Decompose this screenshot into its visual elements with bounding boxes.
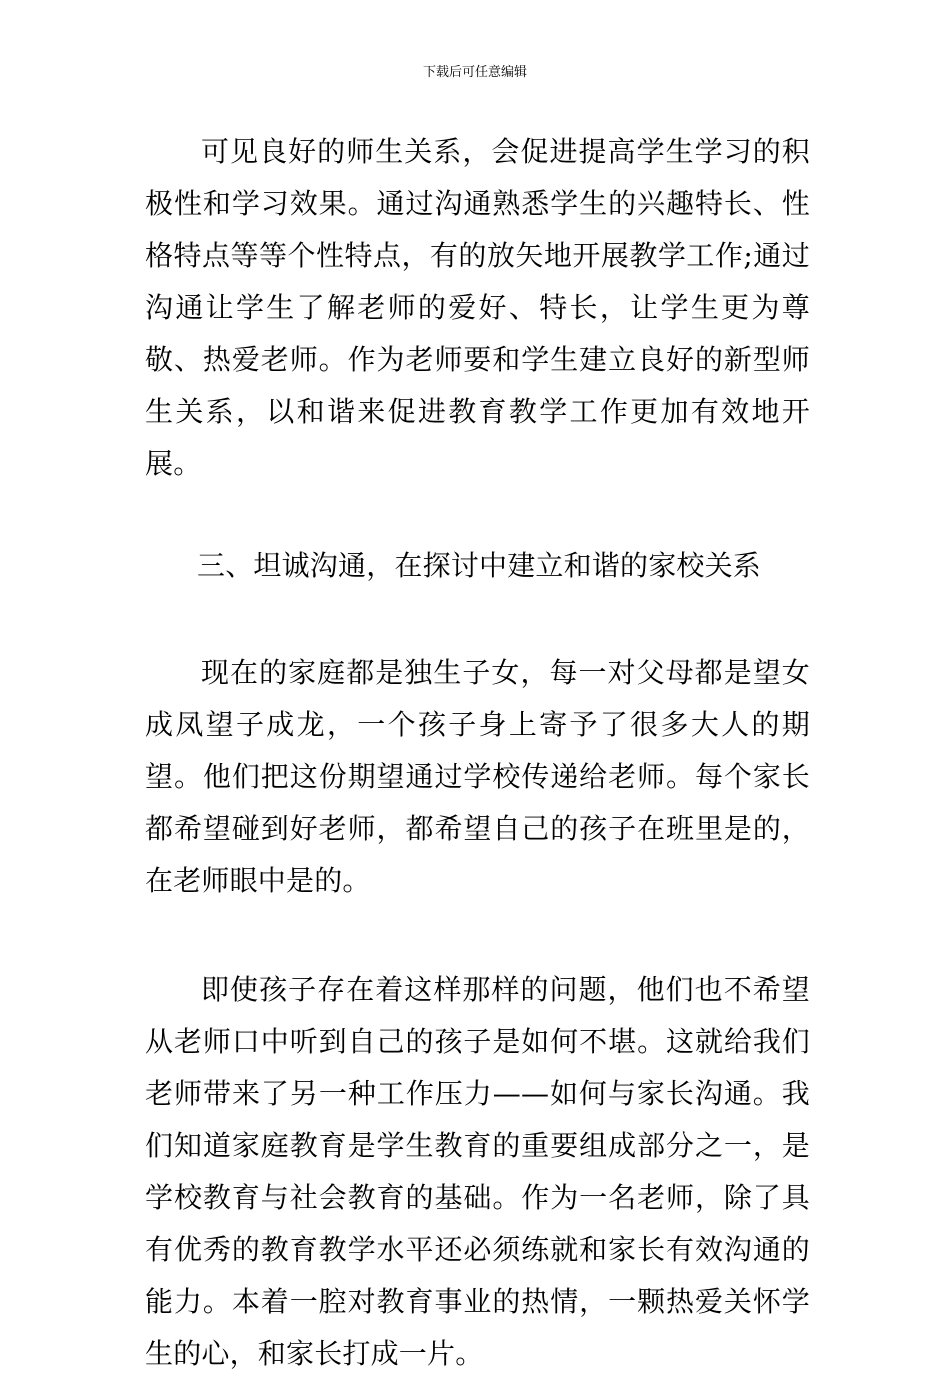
paragraph-spacer	[145, 907, 810, 964]
document-body	[145, 126, 810, 1380]
paragraph-family-expectations: 现在的家庭都是独生子女，每一对父母都是望女成凤望子成龙，一个孩子身上寄予了很多大人的期望。他们把这份期望通过学校传递给老师。每个家长都希望碰到好老师，都希望自己的孩子在班里是的，在老师眼中是的。	[145, 656, 810, 897]
paragraph-spacer	[145, 592, 810, 647]
paragraph-parent-communication: 即使孩子存在着这样那样的问题，他们也不希望从老师口中听到自己的孩子是如何不堪。这就给我们老师带来了另一种工作压力——如何与家长沟通。我们知道家庭教育是学生教育的重要组成部分之一，是学校教育与社会教育的基础。作为一名老师，除了具有优秀的教育教学水平还必须练就和家长有效沟通的能力。本着一腔对教育事业的热情，一颗热爱关怀学生的心，和家长打成一片。	[145, 973, 810, 1370]
paragraph-spacer	[145, 490, 810, 540]
page-header-note: 下载后可任意编辑	[422, 65, 527, 80]
section-heading: 三、坦诚沟通，在探讨中建立和谐的家校关系	[197, 549, 762, 582]
paragraph-teacher-student-relationship: 可见良好的师生关系，会促进提高学生学习的积极性和学习效果。通过沟通熟悉学生的兴趣特长、性格特点等等个性特点，有的放矢地开展教学工作;通过沟通让学生了解老师的爱好、特长，让学生更为尊敬、热爱老师。作为老师要和学生建立良好的新型师生关系，以和谐来促进教育教学工作更加有效地开展。	[145, 135, 810, 480]
